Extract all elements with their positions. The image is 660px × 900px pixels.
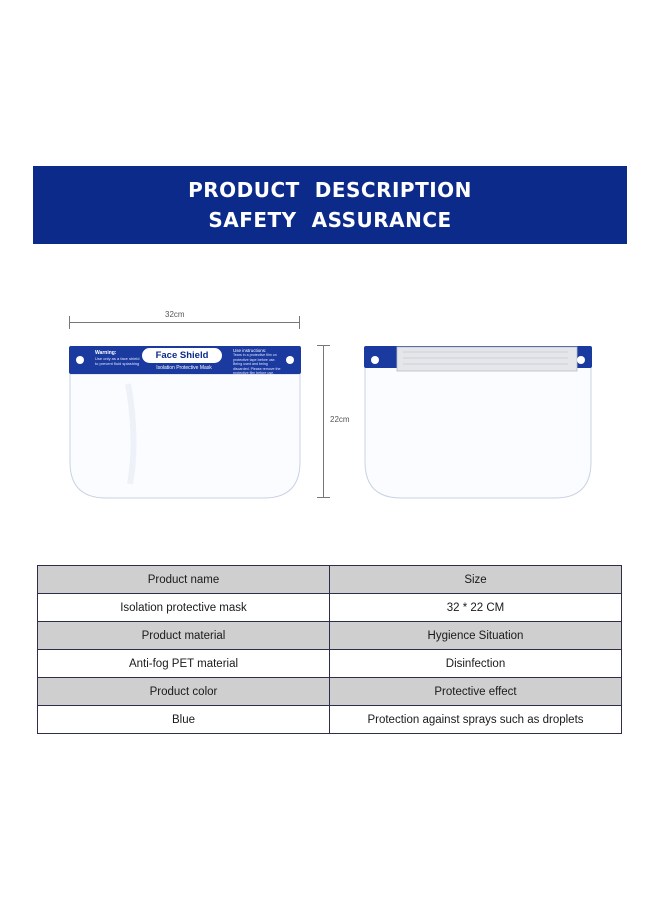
table-header-cell: Hygience Situation bbox=[330, 622, 622, 650]
table-header-cell: Protective effect bbox=[330, 678, 622, 706]
face-shield-label: Face Shield bbox=[142, 348, 222, 363]
warning-title: Warning: bbox=[95, 350, 117, 356]
table-value-cell: Anti-fog PET material bbox=[38, 650, 330, 678]
instructions-text: Tears in a protective film on protective tape before use. Being used and being discarded. Please remove the protective film before use. bbox=[233, 353, 281, 376]
face-shield-back-image bbox=[363, 344, 593, 500]
table-value-cell: Blue bbox=[38, 706, 330, 734]
warning-text: Use only as a face shield to prevent fluid splashing bbox=[95, 356, 140, 366]
table-header-cell: Product material bbox=[38, 622, 330, 650]
table-value-cell: Disinfection bbox=[330, 650, 622, 678]
table-row bbox=[38, 622, 622, 650]
banner-subtitle: SAFETY ASSURANCE bbox=[208, 208, 452, 232]
width-dimension-label: 32cm bbox=[165, 310, 185, 319]
table-row bbox=[38, 594, 622, 622]
table-row bbox=[38, 650, 622, 678]
table-header-cell: Product color bbox=[38, 678, 330, 706]
height-dimension-label: 22cm bbox=[330, 415, 350, 424]
instructions-title: Use instructions: bbox=[233, 348, 267, 353]
table-row bbox=[38, 678, 622, 706]
face-shield-sublabel: Isolation Protective Mask bbox=[156, 365, 212, 371]
width-dimension-line bbox=[69, 322, 300, 323]
height-dimension-line bbox=[323, 345, 324, 498]
table-value-cell: Isolation protective mask bbox=[38, 594, 330, 622]
table-header-cell: Size bbox=[330, 566, 622, 594]
table-row bbox=[38, 706, 622, 734]
table-header-cell: Product name bbox=[38, 566, 330, 594]
table-value-cell: Protection against sprays such as droplets bbox=[330, 706, 622, 734]
table-value-cell: 32 * 22 CM bbox=[330, 594, 622, 622]
product-banner bbox=[33, 166, 627, 244]
table-row bbox=[38, 566, 622, 594]
spec-table bbox=[37, 565, 622, 734]
banner-title: PRODUCT DESCRIPTION bbox=[188, 178, 472, 202]
